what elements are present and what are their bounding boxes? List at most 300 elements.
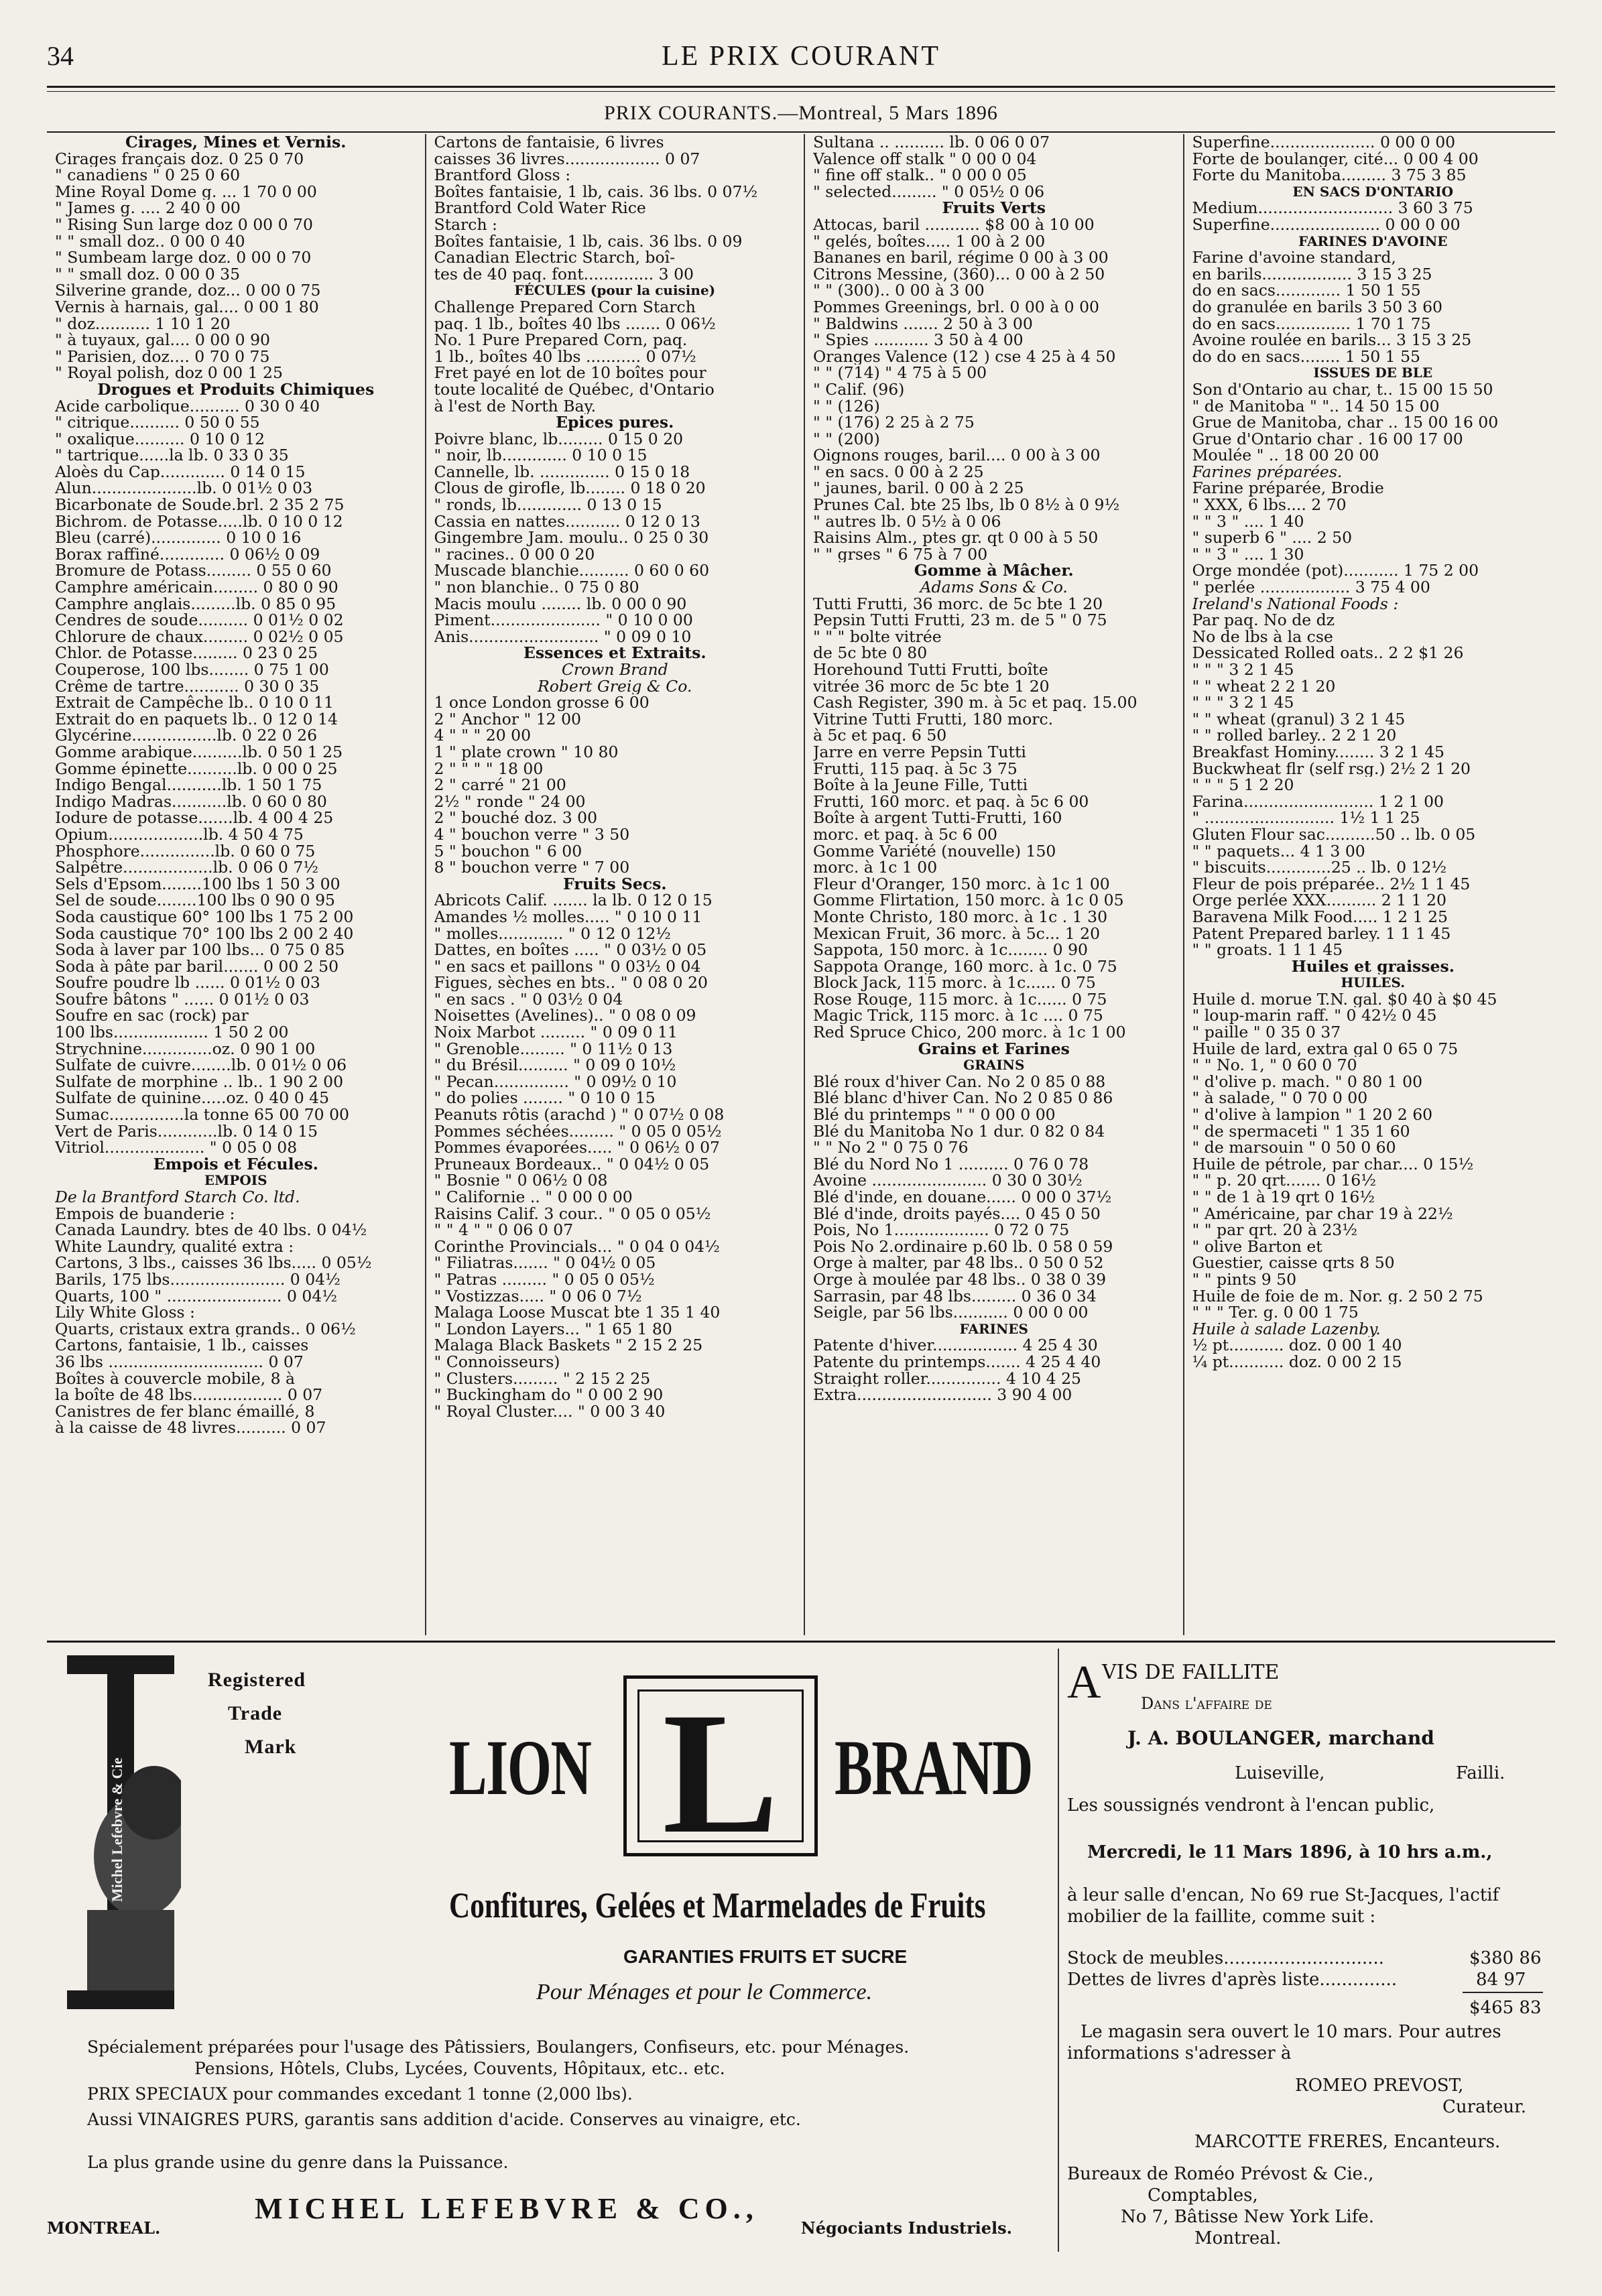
col3-line: Attocas, baril ........... $8 00 à 10 00 <box>813 216 1095 233</box>
header-rule-thin <box>47 91 1555 92</box>
col1-line: Camphre américain......... 0 80 0 90 <box>55 579 338 596</box>
col4-line: " " par qrt. 20 à 23½ <box>1192 1222 1358 1238</box>
col2-line: 2 " bouché doz. 3 00 <box>434 810 598 826</box>
col4-line: ISSUES DE BLE <box>1313 365 1433 381</box>
col4-line: " " " 3 2 1 45 <box>1192 694 1294 711</box>
col3-line: Blé du Manitoba No 1 dur. 0 82 0 84 <box>813 1123 1105 1140</box>
col2-line: " en sacs et paillons " 0 03½ 0 04 <box>434 958 701 975</box>
col3-line: Bananes en baril, régime 0 00 à 3 00 <box>813 249 1109 266</box>
col2-line: " noir, lb............. 0 10 0 15 <box>434 447 648 464</box>
col2-line: Brantford Gloss : <box>434 167 571 184</box>
col4-line: " paille " 0 35 0 37 <box>1192 1024 1341 1041</box>
col2-line: Cassia en nattes........... 0 12 0 13 <box>434 513 700 530</box>
col4-line: " à salade, " 0 70 0 00 <box>1192 1090 1368 1107</box>
price-column-1 <box>47 134 426 1635</box>
col2-line: Gingembre Jam. moulu.. 0 25 0 30 <box>434 529 709 546</box>
col1-line: Soda caustique 70° 100 lbs 2 00 2 40 <box>55 925 354 942</box>
col2-line: Noisettes (Avelines).. " 0 08 0 09 <box>434 1007 696 1025</box>
col1-line: Camphre anglais.........lb. 0 85 0 95 <box>55 595 336 613</box>
col2-line: Canadian Electric Starch, boî- <box>434 249 676 266</box>
bureaux-line-3: No 7, Bâtisse New York Life. <box>1121 2207 1374 2227</box>
salle-line-2: mobilier de la faillite, comme suit : <box>1067 1907 1376 1927</box>
col1-line: Borax raffiné............. 0 06½ 0 09 <box>55 546 320 563</box>
col3-line: Sappota Orange, 160 morc. à 1c. 0 75 <box>813 958 1117 975</box>
debtor-name: J. A. BOULANGER, marchand <box>1127 1727 1434 1749</box>
col1-line: White Laundry, qualité extra : <box>55 1238 294 1255</box>
col3-line: " " (714) " 4 75 à 5 00 <box>813 365 987 381</box>
price-columns <box>47 134 1562 1635</box>
col2-line: Corinthe Provincials... " 0 04 0 04½ <box>434 1238 720 1255</box>
col2-line: Starch : <box>434 216 497 233</box>
col4-line: Breakfast Hominy........ 3 2 1 45 <box>1192 743 1444 761</box>
col4-line: " superb 6 " .... 2 50 <box>1192 529 1353 546</box>
col4-line: " " 3 " .... 1 30 <box>1192 546 1304 563</box>
col4-line: Grue d'Ontario char . 16 00 17 00 <box>1192 430 1463 448</box>
ad-line-2: Pensions, Hôtels, Clubs, Lycées, Couvents, Hôpitaux, etc.. etc. <box>194 2059 725 2078</box>
col3-line: " " No 2 " 0 75 0 76 <box>813 1139 969 1156</box>
col2-line: " Buckingham do " 0 00 2 90 <box>434 1387 664 1403</box>
col4-line: Huiles et graisses. <box>1291 958 1455 975</box>
col3-line: " " (126) <box>813 397 880 415</box>
col1-line: " Royal polish, doz 0 00 1 25 <box>55 365 283 381</box>
col1-line: Empois et Fécules. <box>153 1155 318 1173</box>
col2-line: Challenge Prepared Corn Starch <box>434 298 696 316</box>
col2-line: Noix Marbot ......... " 0 09 0 11 <box>434 1024 678 1041</box>
col3-line: " Calif. (96) <box>813 381 905 398</box>
col3-line: morc. à 1c 1 00 <box>813 859 938 876</box>
col4-line: " perlée .................. 3 75 4 00 <box>1192 579 1430 596</box>
col2-line: " " 4 " " 0 06 0 07 <box>434 1222 574 1238</box>
col4-line: " " No. 1, " 0 60 0 70 <box>1192 1057 1357 1074</box>
auction-intro: Les soussignés vendront à l'encan public, <box>1067 1795 1435 1815</box>
col2-line: " Connoisseurs) <box>434 1353 560 1370</box>
magasin-line-1: Le magasin sera ouvert le 10 mars. Pour autres <box>1081 2022 1501 2042</box>
col2-line: No. 1 Pure Prepared Corn, paq. <box>434 332 688 348</box>
col1-line: Cirages, Mines et Vernis. <box>125 134 347 151</box>
avis-de-faillite <box>1067 1649 1555 2252</box>
col2-line: Abricots Calif. ....... la lb. 0 12 0 15 <box>434 892 713 909</box>
col1-line: Gomme épinette..........lb. 0 00 0 25 <box>55 760 338 777</box>
col4-line: Moulée " .. 18 00 20 00 <box>1192 447 1379 464</box>
col2-line: " Pecan............... " 0 09½ 0 10 <box>434 1073 677 1090</box>
col4-line: " " pints 9 50 <box>1192 1271 1297 1288</box>
col2-line: " Royal Cluster.... " 0 00 3 40 <box>434 1403 666 1420</box>
col4-line: Fleur de pois préparée.. 2½ 1 1 45 <box>1192 875 1471 893</box>
col2-line: caisses 36 livres................... 0 07 <box>434 150 700 168</box>
col1-line: Cendres de soude.......... 0 01½ 0 02 <box>55 612 344 629</box>
col2-line: " en sacs . " 0 03½ 0 04 <box>434 991 623 1008</box>
col1-line: Canistres de fer blanc émaillé, 8 <box>55 1403 315 1420</box>
col2-line: Essences et Extraits. <box>523 645 706 661</box>
col3-line: Patente du printemps....... 4 25 4 40 <box>813 1353 1101 1370</box>
col3-line: " en sacs. 0 00 à 2 25 <box>813 463 984 481</box>
col1-line: " Sumbeam large doz. 0 00 0 70 <box>55 249 312 266</box>
lion-logo <box>60 1655 181 2031</box>
col2-line: tes de 40 paq. font.............. 3 00 <box>434 265 694 283</box>
col1-line: Soufre en sac (rock) par <box>55 1007 249 1025</box>
col1-line: De la Brantford Starch Co. ltd. <box>55 1189 300 1206</box>
col1-line: " James g. .... 2 40 0 00 <box>55 200 241 216</box>
trade-label: Trade <box>228 1702 283 1724</box>
dans-affaire: Dans l'affaire de <box>1141 1694 1272 1713</box>
col2-line: Figues, sèches en bts.. " 0 08 0 20 <box>434 974 708 991</box>
col3-line: Raisins Alm., ptes gr. qt 0 00 à 5 50 <box>813 529 1099 546</box>
col2-line: " ronds, lb............. 0 13 0 15 <box>434 497 662 513</box>
col3-line: " " " bolte vitrée <box>813 628 942 645</box>
col1-line: Chlorure de chaux......... 0 02½ 0 05 <box>55 628 344 645</box>
col2-line: Anis.......................... " 0 09 0 10 <box>434 628 692 645</box>
col4-line: Son d'Ontario au char, t.. 15 00 15 50 <box>1192 381 1493 398</box>
col3-line: Rose Rouge, 115 morc. à 1c...... 0 75 <box>813 991 1107 1008</box>
col2-line: " Californie .. " 0 00 0 00 <box>434 1189 633 1206</box>
col2-line: Boîtes fantaisie, 1 lb, cais. 36 lbs. 0 09 <box>434 233 743 250</box>
col2-line: Crown Brand <box>561 661 668 678</box>
col4-line: Huile à salade Lazenby. <box>1192 1320 1381 1338</box>
col3-line: " Spies ........... 3 50 à 4 00 <box>813 332 1024 348</box>
total-value: $465 83 <box>1469 1998 1542 2018</box>
col3-line: Grains et Farines <box>918 1040 1070 1058</box>
col2-line: 2 " Anchor " 12 00 <box>434 710 582 728</box>
col3-line: Gomme à Mâcher. <box>914 562 1074 580</box>
col2-line: toute localité de Québec, d'Ontario <box>434 381 715 398</box>
col1-line: Alun.....................lb. 0 01½ 0 03 <box>55 480 313 497</box>
garanties-line: GARANTIES FRUITS ET SUCRE <box>623 1946 908 1967</box>
col3-line: Gomme Flirtation, 150 morc. à 1c 0 05 <box>813 892 1124 909</box>
col4-line: Orge perlée XXX.......... 2 1 1 20 <box>1192 892 1446 909</box>
col3-line: Straight roller............... 4 10 4 25 <box>813 1370 1082 1387</box>
col4-line: Grue de Manitoba, char .. 15 00 16 00 <box>1192 414 1499 431</box>
col3-line: de 5c bte 0 80 <box>813 645 928 661</box>
col1-line: Vert de Paris............lb. 0 14 0 15 <box>55 1123 318 1140</box>
col3-line: Monte Christo, 180 morc. à 1c . 1 30 <box>813 908 1108 926</box>
michel-lefebvre-name: MICHEL LEFEBVRE & CO., <box>255 2192 759 2225</box>
bureaux-line-4: Montreal. <box>1194 2228 1282 2248</box>
col1-line: Silverine grande, doz... 0 00 0 75 <box>55 282 321 299</box>
col4-line: " " " Ter. g. 0 00 1 75 <box>1192 1304 1359 1321</box>
col2-line: Muscade blanchie.......... 0 60 0 60 <box>434 562 710 580</box>
col1-line: Canada Laundry. btes de 40 lbs. 0 04½ <box>55 1222 367 1238</box>
col1-line: " Rising Sun large doz 0 00 0 70 <box>55 216 313 233</box>
col4-line: Medium........................... 3 60 3 75 <box>1192 200 1473 216</box>
col1-line: Crême de tartre........... 0 30 0 35 <box>55 678 320 695</box>
bureaux-line-2: Comptables, <box>1148 2185 1258 2206</box>
col3-line: Block Jack, 115 morc. à 1c...... 0 75 <box>813 974 1096 991</box>
col1-line: Sumac...............la tonne 65 00 70 00 <box>55 1106 349 1123</box>
col3-line: Adams Sons & Co. <box>920 579 1068 596</box>
col2-line: Amandes ½ molles..... " 0 10 0 11 <box>434 908 702 926</box>
ad-line-4: Aussi VINAIGRES PURS, garantis sans addition d'acide. Conserves au vinaigre, etc. <box>87 2110 801 2129</box>
col3-line: " gelés, boîtes..... 1 00 à 2 00 <box>813 233 1046 250</box>
col1-line: Iodure de potasse.......lb. 4 00 4 25 <box>55 810 334 826</box>
col4-line: EN SACS D'ONTARIO <box>1292 183 1454 200</box>
salle-line-1: à leur salle d'encan, No 69 rue St-Jacques, l'actif <box>1067 1885 1499 1905</box>
col3-line: Avoine ....................... 0 30 0 30½ <box>813 1172 1083 1189</box>
col4-line: " loup-marin raff. " 0 42½ 0 45 <box>1192 1007 1437 1025</box>
avis-title: VIS DE FAILLITE <box>1102 1661 1280 1684</box>
col1-line: Lily White Gloss : <box>55 1304 195 1321</box>
col3-line: Sappota, 150 morc. à 1c........ 0 90 <box>813 942 1088 958</box>
col4-line: " de Manitoba " ".. 14 50 15 00 <box>1192 397 1440 415</box>
col1-line: Empois de buanderie : <box>55 1205 235 1222</box>
col3-line: Valence off stalk " 0 00 0 04 <box>813 150 1037 168</box>
col4-line: " " paquets... 4 1 3 00 <box>1192 842 1365 860</box>
col3-line: FARINES <box>959 1320 1028 1337</box>
col1-line: Sulfate de morphine .. lb.. 1 90 2 00 <box>55 1073 344 1090</box>
col2-line: Robert Greig & Co. <box>538 678 692 695</box>
col4-line: " " wheat 2 2 1 20 <box>1192 678 1336 695</box>
price-column-3 <box>805 134 1184 1635</box>
col1-line: Vitriol.................... " 0 05 0 08 <box>55 1139 298 1156</box>
col2-line: Fruits Secs. <box>562 875 667 893</box>
col2-line: " Clusters......... " 2 15 2 25 <box>434 1370 651 1387</box>
col2-line: à l'est de North Bay. <box>434 397 597 415</box>
col1-line: Mine Royal Dome g. ... 1 70 0 00 <box>55 183 317 200</box>
col3-line: Oranges Valence (12 ) cse 4 25 à 4 50 <box>813 348 1116 365</box>
col3-line: Blé d'inde, en douane...... 0 00 0 37½ <box>813 1189 1112 1206</box>
col3-line: Blé du printemps " " 0 00 0 00 <box>813 1106 1056 1123</box>
lion-word: LION <box>449 1724 591 1811</box>
col4-line: Par paq. No de dz <box>1192 612 1335 629</box>
col1-line: 36 lbs ............................... 0 07 <box>55 1353 304 1370</box>
ad-line-3: PRIX SPECIAUX pour commandes excedant 1 tonne (2,000 lbs). <box>87 2084 633 2104</box>
l-logo-box <box>623 1675 818 1870</box>
col2-line: " molles............. " 0 12 0 12½ <box>434 925 671 942</box>
price-column-4 <box>1184 134 1562 1635</box>
col2-line: " do polies ........ " 0 10 0 15 <box>434 1090 656 1107</box>
col3-line: Pois No 2.ordinaire p.60 lb. 0 58 0 59 <box>813 1238 1113 1255</box>
col1-line: Bromure de Potass......... 0 55 0 60 <box>55 562 332 580</box>
ad-separator-rule <box>47 1641 1555 1643</box>
col2-line: 4 " bouchon verre " 3 50 <box>434 826 630 843</box>
col1-line: Drogues et Produits Chimiques <box>97 381 375 398</box>
col1-line: Soufre bâtons " ...... 0 01½ 0 03 <box>55 991 310 1008</box>
col3-line: Pommes Greenings, brl. 0 00 à 0 00 <box>813 298 1099 316</box>
col3-line: Tutti Frutti, 36 morc. de 5c bte 1 20 <box>813 595 1103 613</box>
confitures-heading: Confitures, Gelées et Marmelades de Fruits <box>449 1885 986 1925</box>
col3-line: " " (176) 2 25 à 2 75 <box>813 414 975 431</box>
price-column-2 <box>426 134 806 1635</box>
col1-line: Cartons, fantaisie, 1 lb., caisses <box>55 1337 309 1354</box>
col3-line: Jarre en verre Pepsin Tutti <box>813 743 1026 761</box>
col1-line: Chlor. de Potasse......... 0 23 0 25 <box>55 645 318 661</box>
col2-line: " Bosnie " 0 06½ 0 08 <box>434 1172 608 1189</box>
col2-line: " Patras ......... " 0 05 0 05½ <box>434 1271 655 1288</box>
col3-line: à 5c et paq. 6 50 <box>813 727 947 744</box>
col1-line: " oxalique.......... 0 10 0 12 <box>55 430 265 448</box>
col4-line: " " wheat (granul) 3 2 1 45 <box>1192 710 1406 728</box>
col4-line: " " p. 20 qrt....... 0 16½ <box>1192 1172 1376 1189</box>
failli-label: Failli. <box>1456 1763 1505 1783</box>
col3-line: Horehound Tutti Frutti, boîte <box>813 661 1048 678</box>
col2-line: 2½ " ronde " 24 00 <box>434 793 586 810</box>
col3-line: Vitrine Tutti Frutti, 180 morc. <box>813 710 1054 728</box>
col4-line: Forte du Manitoba......... 3 75 3 85 <box>1192 167 1467 184</box>
col2-line: 8 " bouchon verre " 7 00 <box>434 859 630 876</box>
col1-line: Glycérine.................lb. 0 22 0 26 <box>55 727 318 744</box>
col4-line: " " de 1 à 19 qrt 0 16½ <box>1192 1189 1375 1206</box>
col3-line: Blé roux d'hiver Can. No 2 0 85 0 88 <box>813 1073 1106 1090</box>
l-letter: L <box>662 1677 779 1870</box>
lion-brand-advertisement <box>47 1649 1052 2252</box>
col4-line: Dessicated Rolled oats.. 2 2 $1 26 <box>1192 645 1464 661</box>
col1-line: Indigo Bengal...........lb. 1 50 1 75 <box>55 777 322 793</box>
col2-line: Fret payé en lot de 10 boîtes pour <box>434 365 706 381</box>
col4-line: " " groats. 1 1 1 45 <box>1192 942 1343 958</box>
col2-line: " London Layers... " 1 65 1 80 <box>434 1320 672 1338</box>
col2-line: 1 lb., boîtes 40 lbs ........... 0 07½ <box>434 348 696 365</box>
col4-line: ¼ pt........... doz. 0 00 2 15 <box>1192 1353 1402 1370</box>
col3-line: Boîte à argent Tutti-Frutti, 160 <box>813 810 1062 826</box>
col2-line: Dattes, en boîtes ..... " 0 03½ 0 05 <box>434 942 707 958</box>
col4-line: Farines préparées. <box>1192 463 1343 481</box>
col1-line: Barils, 175 lbs....................... 0 04½ <box>55 1271 341 1288</box>
col1-line: Soda à pâte par baril....... 0 00 2 50 <box>55 958 339 975</box>
col4-line: " " " 5 1 2 20 <box>1192 777 1294 793</box>
col4-line: " " rolled barley.. 2 2 1 20 <box>1192 727 1397 744</box>
col2-line: Clous de girofle, lb........ 0 18 0 20 <box>434 480 706 497</box>
col1-line: " tartrique......la lb. 0 33 0 35 <box>55 447 289 464</box>
col1-line: Extrait de Campêche lb.. 0 10 0 11 <box>55 694 334 711</box>
col2-line: Pommes évaporées..... " 0 06½ 0 07 <box>434 1139 720 1156</box>
col3-line: Blé du Nord No 1 .......... 0 76 0 78 <box>813 1155 1089 1173</box>
col1-line: Acide carbolique.......... 0 30 0 40 <box>55 397 320 415</box>
col1-line: Extrait do en paquets lb.. 0 12 0 14 <box>55 710 338 728</box>
col2-line: Boîtes fantaisie, 1 lb, cais. 36 lbs. 0 07½ <box>434 183 758 200</box>
col2-line: Poivre blanc, lb......... 0 15 0 20 <box>434 430 684 448</box>
col1-line: Soufre poudre lb ...... 0 01½ 0 03 <box>55 974 320 991</box>
col4-line: Huile de lard, extra gal 0 65 0 75 <box>1192 1040 1459 1058</box>
col2-line: FÉCULES (pour la cuisine) <box>514 282 716 299</box>
col1-line: Bichrom. de Potasse.....lb. 0 10 0 12 <box>55 513 343 530</box>
col3-line: Oignons rouges, baril.... 0 00 à 3 00 <box>813 447 1101 464</box>
col2-line: 5 " bouchon " 6 00 <box>434 842 582 860</box>
col3-line: morc. et paq. à 5c 6 00 <box>813 826 998 843</box>
col2-line: 2 " carré " 21 00 <box>434 777 566 793</box>
col4-line: " " 3 " .... 1 40 <box>1192 513 1304 530</box>
dettes-value: 84 97 <box>1476 1970 1526 1990</box>
col2-line: Epices pures. <box>556 414 674 431</box>
header-rule <box>47 86 1555 88</box>
col1-line: à la caisse de 48 livres.......... 0 07 <box>55 1419 326 1436</box>
col3-line: Pepsin Tutti Frutti, 23 m. de 5 " 0 75 <box>813 612 1107 629</box>
col2-line: " Vostizzas..... " 0 06 0 7½ <box>434 1287 642 1305</box>
col3-line: Fleur d'Oranger, 150 morc. à 1c 1 00 <box>813 875 1110 893</box>
col1-line: Opium...................lb. 4 50 4 75 <box>55 826 304 843</box>
stock-label: Stock de meubles............................. <box>1067 1948 1384 1968</box>
col4-line: " " " 3 2 1 45 <box>1192 661 1294 678</box>
subheader-rule <box>47 131 1555 133</box>
col3-line: Pois, No 1................... 0 72 0 75 <box>813 1222 1070 1238</box>
col1-line: Cartons, 3 lbs., caisses 36 lbs..... 0 05½ <box>55 1255 372 1271</box>
col3-line: Gomme Variété (nouvelle) 150 <box>813 842 1056 860</box>
col3-line: Cash Register, 390 m. à 5c et paq. 15.00 <box>813 694 1137 711</box>
col4-line: en barils.................. 3 15 3 25 <box>1192 265 1432 283</box>
col4-line: Farine d'avoine standard, <box>1192 249 1396 266</box>
montreal-label: MONTREAL. <box>47 2218 161 2238</box>
col4-line: Huile d. morue T.N. gal. $0 40 à $0 45 <box>1192 991 1497 1008</box>
col1-line: Strychnine..............oz. 0 90 1 00 <box>55 1040 316 1058</box>
col1-line: Bicarbonate de Soude.brl. 2 35 2 75 <box>55 497 345 513</box>
romeo-prevost: ROMEO PREVOST, <box>1295 2076 1464 2096</box>
col4-line: " Américaine, par char 19 à 22½ <box>1192 1205 1453 1222</box>
col1-line: " Parisien, doz.... 0 70 0 75 <box>55 348 270 365</box>
col4-line: do granulée en barils 3 50 3 60 <box>1192 298 1442 316</box>
col1-line: Quarts, 100 " ....................... 0 04½ <box>55 1287 338 1305</box>
col4-line: Superfine...................... 0 00 0 00 <box>1192 216 1461 233</box>
col1-line: Sels d'Epsom........100 lbs 1 50 3 00 <box>55 875 341 893</box>
col4-line: " d'olive à lampion " 1 20 2 60 <box>1192 1106 1433 1123</box>
col4-line: Orge mondée (pot)........... 1 75 2 00 <box>1192 562 1479 580</box>
col3-line: Orge à moulée par 48 lbs.. 0 38 0 39 <box>813 1271 1107 1288</box>
col3-line: Sultana .. .......... lb. 0 06 0 07 <box>813 134 1050 151</box>
col4-line: Huile de pétrole, par char.... 0 15½ <box>1192 1155 1474 1173</box>
col1-line: Gomme arabique..........lb. 0 50 1 25 <box>55 743 343 761</box>
col4-line: HUILES. <box>1341 974 1406 991</box>
col2-line: paq. 1 lb., boîtes 40 lbs ....... 0 06½ <box>434 315 716 332</box>
page-number: 34 <box>47 41 74 71</box>
col4-line: Baravena Milk Food..... 1 2 1 25 <box>1192 908 1448 926</box>
col2-line: Malaga Loose Muscat bte 1 35 1 40 <box>434 1304 721 1321</box>
col3-line: " selected......... " 0 05½ 0 06 <box>813 183 1045 200</box>
col3-line: " fine off stalk.. " 0 00 0 05 <box>813 167 1027 184</box>
col1-line: Aloès du Cap............. 0 14 0 15 <box>55 463 306 481</box>
col4-line: " XXX, 6 lbs.... 2 70 <box>1192 497 1347 513</box>
col4-line: " de marsouin " 0 50 0 60 <box>1192 1139 1396 1156</box>
curateur-label: Curateur. <box>1442 2097 1526 2117</box>
col4-line: Avoine roulée en barils... 3 15 3 25 <box>1192 332 1472 348</box>
col3-line: Orge à malter, par 48 lbs.. 0 50 0 52 <box>813 1255 1104 1271</box>
col1-line: Bleu (carré).............. 0 10 0 16 <box>55 529 302 546</box>
dropcap-a: A <box>1067 1657 1101 1708</box>
col2-line: Pommes séchées......... " 0 05 0 05½ <box>434 1123 722 1140</box>
pour-menages-line: Pour Ménages et pour le Commerce. <box>536 1980 873 2004</box>
journal-title: LE PRIX COURANT <box>661 41 940 72</box>
price-list-subheader: PRIX COURANTS.—Montreal, 5 Mars 1896 <box>604 102 998 124</box>
col4-line: do en sacs............... 1 70 1 75 <box>1192 315 1431 332</box>
col3-line: " jaunes, baril. 0 00 à 2 25 <box>813 480 1024 497</box>
ad-line-5: La plus grande usine du genre dans la Puissance. <box>87 2153 509 2172</box>
col1-line: Vernis à harnais, gal.... 0 00 1 80 <box>55 298 319 316</box>
col2-line: 2 " " " " 18 00 <box>434 760 544 777</box>
col1-line: Salpêtre..................lb. 0 06 0 7½ <box>55 859 319 876</box>
col2-line: Macis moulu ........ lb. 0 00 0 90 <box>434 595 687 613</box>
col4-line: Guestier, caisse qrts 8 50 <box>1192 1255 1395 1271</box>
col3-line: Prunes Cal. bte 25 lbs, lb 0 8½ à 0 9½ <box>813 497 1120 513</box>
col3-line: Extra........................... 3 90 4 00 <box>813 1387 1072 1403</box>
col1-line: " canadiens " 0 25 0 60 <box>55 167 241 184</box>
col4-line: do en sacs............. 1 50 1 55 <box>1192 282 1421 299</box>
col2-line: " Grenoble......... " 0 11½ 0 13 <box>434 1040 673 1058</box>
col2-line: Brantford Cold Water Rice <box>434 200 646 216</box>
ad-line-1: Spécialement préparées pour l'usage des Pâtissiers, Boulangers, Confiseurs, etc. pour Ménages. <box>87 2037 910 2057</box>
brand-word: BRAND <box>835 1724 1032 1811</box>
col1-line: Phosphore...............lb. 0 60 0 75 <box>55 842 316 860</box>
col2-line: Peanuts rôtis (arachd ) " 0 07½ 0 08 <box>434 1106 725 1123</box>
col3-line: Sarrasin, par 48 lbs......... 0 36 0 34 <box>813 1287 1097 1305</box>
col2-line: Malaga Black Baskets " 2 15 2 25 <box>434 1337 703 1354</box>
col2-line: " non blanchie.. 0 75 0 80 <box>434 579 639 596</box>
col4-line: No de lbs à la cse <box>1192 628 1333 645</box>
col3-line: " " (300).. 0 00 à 3 00 <box>813 282 985 299</box>
col1-line: Boîtes à couvercle mobile, 8 à <box>55 1370 295 1387</box>
col3-line: Boîte à la Jeune Fille, Tutti <box>813 777 1028 793</box>
col3-line: Frutti, 115 paq. à 5c 3 75 <box>813 760 1018 777</box>
col3-line: Red Spruce Chico, 200 morc. à 1c 1 00 <box>813 1024 1126 1041</box>
registered-label: Registered <box>208 1669 306 1691</box>
col4-line: Ireland's National Foods : <box>1192 595 1399 613</box>
col4-line: ½ pt........... doz. 0 00 1 40 <box>1192 1337 1402 1354</box>
magasin-line-2: informations s'adresser à <box>1067 2043 1292 2063</box>
